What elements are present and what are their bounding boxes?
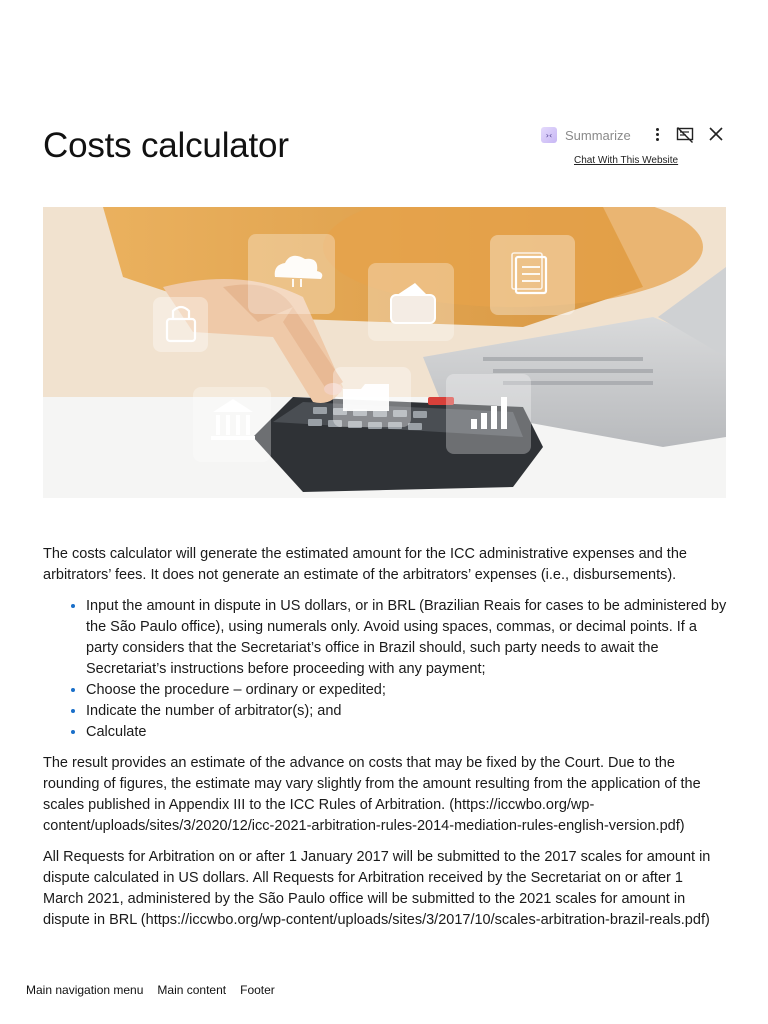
skip-link-footer[interactable]: Footer [240,983,275,997]
intro-content [43,544,727,941]
document-icon [490,235,575,315]
extension-logo-icon: ›‹ [541,127,557,143]
skip-links [26,983,275,997]
intro-paragraph: The costs calculator will generate the estimated amount for the ICC administrative expenses and the arbitrators’ fees. It does not generate an estimate of the arbitrators’ expenses (i.e., disbursements). [43,546,687,583]
list-item: • Calculate [86,722,727,743]
chat-with-website-link[interactable]: Chat With This Website [574,155,679,166]
more-vertical-icon[interactable] [653,126,661,144]
list-item: • Input the amount in dispute in US dollars, or in BRL (Brazilian Reais for cases to be administered by the São Paulo office), using numerals only. Avoid using spaces, commas, or decimal points. If a party considers that the Secretariat’s office in Brazil should, such party needs to await the Secretariat’s instructions before proceeding with any payment; [86,596,727,680]
summarize-button[interactable] [541,124,631,146]
cloud-icon [248,234,335,314]
folder-icon [333,367,411,427]
hide-panel-icon[interactable] [676,126,694,144]
page-title: Costs calculator [43,126,289,165]
close-icon[interactable] [707,125,725,143]
skip-link-main-navigation[interactable]: Main navigation menu [26,983,144,997]
summarize-label: Summarize [565,127,631,143]
wallet-icon [368,263,454,341]
skip-link-main-content[interactable]: Main content [157,983,227,997]
list-item: • Choose the procedure – ordinary or expedited; [86,680,727,701]
list-item: • Indicate the number of arbitrator(s); and [86,701,727,722]
summarize-extension-bar [541,124,731,174]
hero-image [43,207,726,498]
lock-icon [153,297,208,352]
steps-list [43,596,727,743]
bank-icon [193,387,271,462]
result-paragraph: The result provides an estimate of the advance on costs that may be fixed by the Court. Due to the rounding of figures, the estimate may vary slightly from the amount resulting from the application of the scales published in Appendix III to the ICC Rules of Arbitration. (https://iccwbo.org/wp-content/uploads/sites/3/2020/12/icc-2021-arbitration-rules-2014-mediation-rules-english-version.pdf) [43,755,701,834]
bar-chart-icon [446,374,531,454]
requests-paragraph: All Requests for Arbitration on or after 1 January 2017 will be submitted to the 2017 scales for amount in dispute calculated in US dollars. All Requests for Arbitration received by the Secretariat on or after 1 March 2021, administered by the São Paulo office will be submitted to the 2021 scales for amount in dispute in BRL (https://iccwbo.org/wp-content/uploads/sites/3/2017/10/scales-arbitration-brazil-reals.pdf) [43,849,711,928]
